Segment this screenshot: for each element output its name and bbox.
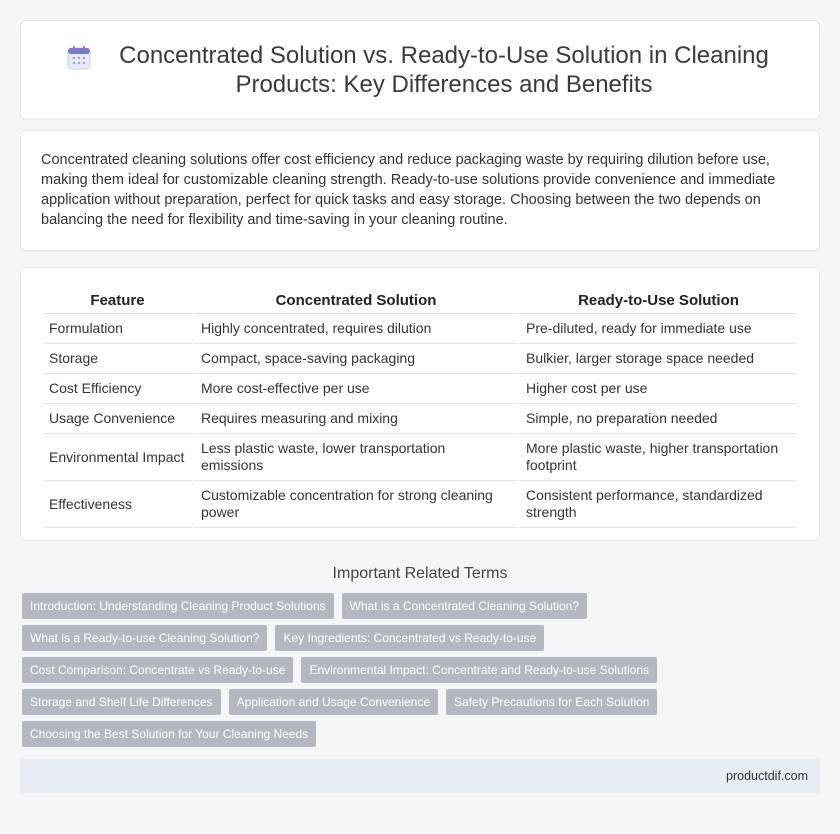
related-term-tag[interactable]: What is a Concentrated Cleaning Solution?	[342, 593, 587, 619]
table-row	[43, 314, 797, 344]
table-row	[43, 344, 797, 374]
header-card	[20, 20, 820, 120]
table-cell-ready-to-use: More plastic waste, higher transportation footprint	[517, 434, 797, 481]
table-header-concentrated: Concentrated Solution	[192, 286, 517, 314]
related-term-tag[interactable]: Environmental Impact: Concentrate and Ready-to-use Solutions	[301, 657, 657, 683]
related-term-tag[interactable]: Application and Usage Convenience	[229, 689, 438, 715]
table-cell-feature: Usage Convenience	[43, 404, 192, 434]
header-inner	[66, 41, 774, 99]
related-term-tag[interactable]: Cost Comparison: Concentrate vs Ready-to-use	[22, 657, 293, 683]
summary-card	[20, 130, 820, 251]
related-term-tag[interactable]: Introduction: Understanding Cleaning Product Solutions	[22, 593, 334, 619]
related-term-tag[interactable]: Storage and Shelf Life Differences	[22, 689, 221, 715]
related-term-tag[interactable]: What is a Ready-to-use Cleaning Solution?	[22, 625, 267, 651]
comparison-table-card	[20, 267, 820, 541]
table-row	[43, 481, 797, 528]
table-cell-feature: Formulation	[43, 314, 192, 344]
table-cell-concentrated: Requires measuring and mixing	[192, 404, 517, 434]
table-row	[43, 374, 797, 404]
table-cell-ready-to-use: Higher cost per use	[517, 374, 797, 404]
table-header-feature: Feature	[43, 286, 192, 314]
table-cell-ready-to-use: Consistent performance, standardized strength	[517, 481, 797, 528]
table-cell-ready-to-use: Bulkier, larger storage space needed	[517, 344, 797, 374]
related-terms-list	[0, 593, 840, 747]
related-term-tag[interactable]: Choosing the Best Solution for Your Cleaning Needs	[22, 721, 316, 747]
table-cell-concentrated: Customizable concentration for strong cleaning power	[192, 481, 517, 528]
table-cell-feature: Effectiveness	[43, 481, 192, 528]
table-cell-concentrated: Less plastic waste, lower transportation emissions	[192, 434, 517, 481]
table-cell-concentrated: More cost-effective per use	[192, 374, 517, 404]
summary-text: Concentrated cleaning solutions offer cost efficiency and reduce packaging waste by requiring dilution before use, making them ideal for customizable cleaning strength. Ready-to-use solutions provide convenience and immediate application without preparation, perfect for quick tasks and easy storage. Choosing between the two depends on balancing the need for flexibility and time-saving in your cleaning routine.	[41, 152, 776, 228]
table-cell-concentrated: Compact, space-saving packaging	[192, 344, 517, 374]
related-terms-title: Important Related Terms	[332, 565, 508, 582]
table-cell-ready-to-use: Simple, no preparation needed	[517, 404, 797, 434]
table-cell-feature: Storage	[43, 344, 192, 374]
comparison-table	[43, 286, 797, 528]
table-cell-feature: Cost Efficiency	[43, 374, 192, 404]
footer-site-link[interactable]: productdif.com	[726, 769, 808, 783]
table-header-row	[43, 286, 797, 314]
table-cell-concentrated: Highly concentrated, requires dilution	[192, 314, 517, 344]
page-title: Concentrated Solution vs. Ready-to-Use Solution in Cleaning Products: Key Differences and Benefits	[119, 42, 769, 98]
table-header-ready-to-use: Ready-to-Use Solution	[517, 286, 797, 314]
footer	[20, 759, 820, 793]
table-row	[43, 434, 797, 481]
related-term-tag[interactable]: Safety Precautions for Each Solution	[446, 689, 657, 715]
table-cell-ready-to-use: Pre-diluted, ready for immediate use	[517, 314, 797, 344]
table-row	[43, 404, 797, 434]
related-term-tag[interactable]: Key Ingredients: Concentrated vs Ready-to-use	[275, 625, 544, 651]
calendar-icon	[66, 45, 92, 71]
table-cell-feature: Environmental Impact	[43, 434, 192, 481]
